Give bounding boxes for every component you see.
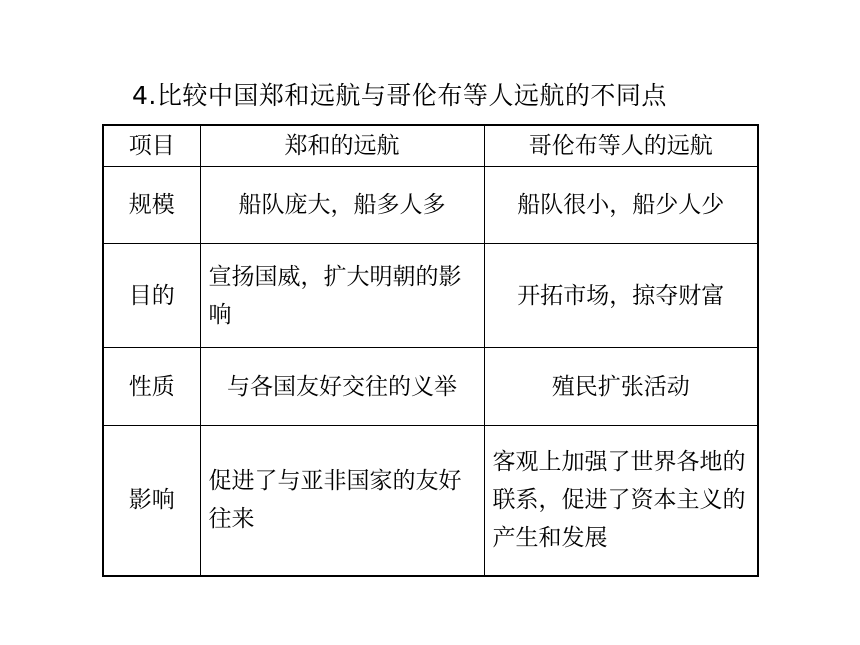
cell-zheng-he-purpose: 宣扬国威，扩大明朝的影响 <box>200 244 484 348</box>
header-columbus: 哥伦布等人的远航 <box>484 125 758 167</box>
row-label-nature: 性质 <box>103 348 200 426</box>
row-label-scale: 规模 <box>103 167 200 244</box>
cell-columbus-purpose: 开拓市场，掠夺财富 <box>484 244 758 348</box>
header-zheng-he: 郑和的远航 <box>200 125 484 167</box>
cell-columbus-impact: 客观上加强了世界各地的联系，促进了资本主义的产生和发展 <box>484 426 758 576</box>
row-label-purpose: 目的 <box>103 244 200 348</box>
table-row <box>103 348 758 426</box>
table-row <box>103 167 758 244</box>
table-row <box>103 426 758 576</box>
page-title: 4.比较中国郑和远航与哥伦布等人远航的不同点 <box>132 81 667 110</box>
header-item: 项目 <box>103 125 200 167</box>
table-row <box>103 244 758 348</box>
row-label-impact: 影响 <box>103 426 200 576</box>
cell-zheng-he-impact: 促进了与亚非国家的友好往来 <box>200 426 484 576</box>
cell-columbus-nature: 殖民扩张活动 <box>484 348 758 426</box>
comparison-table <box>102 124 759 577</box>
table-header-row <box>103 125 758 167</box>
cell-zheng-he-scale: 船队庞大，船多人多 <box>200 167 484 244</box>
cell-zheng-he-nature: 与各国友好交往的义举 <box>200 348 484 426</box>
cell-columbus-scale: 船队很小，船少人少 <box>484 167 758 244</box>
